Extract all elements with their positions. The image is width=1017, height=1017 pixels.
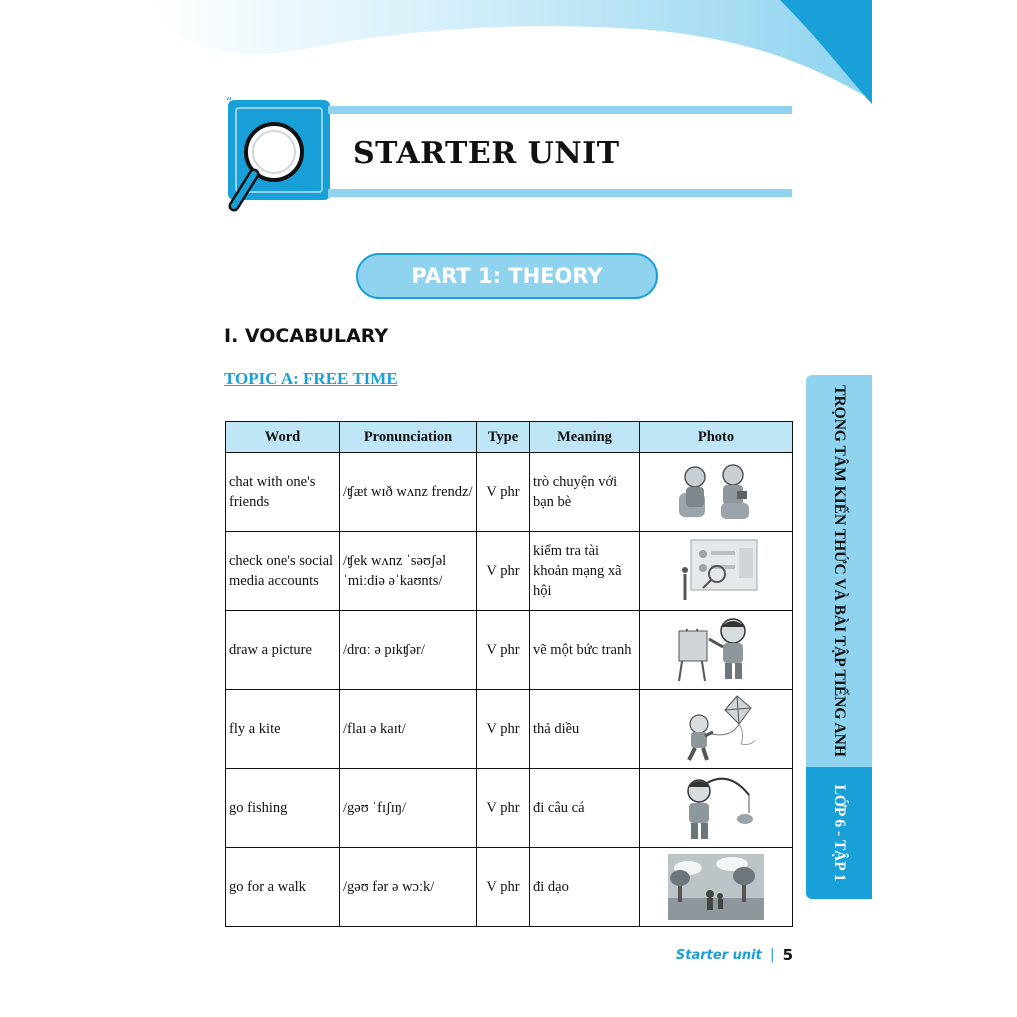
pronunciation-cell: /flaɪ ə kaɪt/ bbox=[340, 690, 477, 769]
svg-text:”: ” bbox=[314, 191, 321, 205]
type-cell: V phr bbox=[477, 611, 530, 690]
meaning-cell: đi câu cá bbox=[530, 769, 640, 848]
header-wave-decoration bbox=[0, 0, 1017, 110]
word-cell: chat with one's friends bbox=[226, 453, 340, 532]
two-kids-chatting-image bbox=[640, 453, 793, 532]
boy-drawing-image bbox=[640, 611, 793, 690]
pronunciation-cell: /gəʊ fər ə wɔːk/ bbox=[340, 848, 477, 927]
book-series-title: TRỌNG TÂM KIẾN THỨC VÀ BÀI TẬP TIẾNG ANH bbox=[831, 385, 848, 757]
part-title: PART 1: THEORY bbox=[411, 264, 603, 288]
footer-separator: | bbox=[769, 947, 775, 963]
part-title-badge bbox=[356, 253, 658, 299]
column-header: Type bbox=[477, 422, 530, 453]
side-tab bbox=[806, 375, 872, 899]
unit-title: STARTER UNIT bbox=[353, 136, 620, 171]
park-walk-image bbox=[640, 848, 793, 927]
meaning-cell: trò chuyện với bạn bè bbox=[530, 453, 640, 532]
kid-flying-kite-image bbox=[640, 690, 793, 769]
type-cell: V phr bbox=[477, 690, 530, 769]
word-cell: go for a walk bbox=[226, 848, 340, 927]
svg-text:“: “ bbox=[226, 96, 233, 109]
pronunciation-cell: /ʧek wʌnz ˈsəʊʃəl ˈmiːdiə əˈkaʊnts/ bbox=[340, 532, 477, 611]
type-cell: V phr bbox=[477, 532, 530, 611]
page-number: 5 bbox=[782, 946, 793, 964]
social-media-check-image bbox=[640, 532, 793, 611]
grade-volume-label: LỚP 6 - TẬP 1 bbox=[831, 784, 848, 882]
word-cell: draw a picture bbox=[226, 611, 340, 690]
table-row bbox=[226, 690, 793, 769]
meaning-cell: thả diều bbox=[530, 690, 640, 769]
column-header: Word bbox=[226, 422, 340, 453]
meaning-cell: vẽ một bức tranh bbox=[530, 611, 640, 690]
table-header-row bbox=[226, 422, 793, 453]
column-header: Pronunciation bbox=[340, 422, 477, 453]
topic-heading: TOPIC A: FREE TIME bbox=[224, 369, 398, 388]
page-footer bbox=[676, 946, 793, 964]
type-cell: V phr bbox=[477, 769, 530, 848]
side-tab-upper bbox=[806, 375, 872, 767]
vocabulary-table bbox=[225, 421, 793, 927]
table-row bbox=[226, 453, 793, 532]
word-cell: go fishing bbox=[226, 769, 340, 848]
pronunciation-cell: /ʧæt wɪð wʌnz frendz/ bbox=[340, 453, 477, 532]
table-row bbox=[226, 611, 793, 690]
word-cell: fly a kite bbox=[226, 690, 340, 769]
pronunciation-cell: /drɑː ə pɪkʧər/ bbox=[340, 611, 477, 690]
meaning-cell: đi dạo bbox=[530, 848, 640, 927]
header-rule-bottom bbox=[328, 189, 792, 197]
header-rule-top bbox=[328, 106, 792, 114]
word-cell: check one's social media accounts bbox=[226, 532, 340, 611]
table-row bbox=[226, 532, 793, 611]
type-cell: V phr bbox=[477, 848, 530, 927]
table-row bbox=[226, 769, 793, 848]
section-heading: I. VOCABULARY bbox=[224, 325, 389, 347]
type-cell: V phr bbox=[477, 453, 530, 532]
boy-fishing-image bbox=[640, 769, 793, 848]
column-header: Meaning bbox=[530, 422, 640, 453]
pronunciation-cell: /gəʊ ˈfɪʃɪŋ/ bbox=[340, 769, 477, 848]
meaning-cell: kiểm tra tài khoản mạng xã hội bbox=[530, 532, 640, 611]
column-header: Photo bbox=[640, 422, 793, 453]
magnifier-icon bbox=[222, 96, 337, 220]
table-row bbox=[226, 848, 793, 927]
footer-unit-label: Starter unit bbox=[675, 947, 762, 963]
